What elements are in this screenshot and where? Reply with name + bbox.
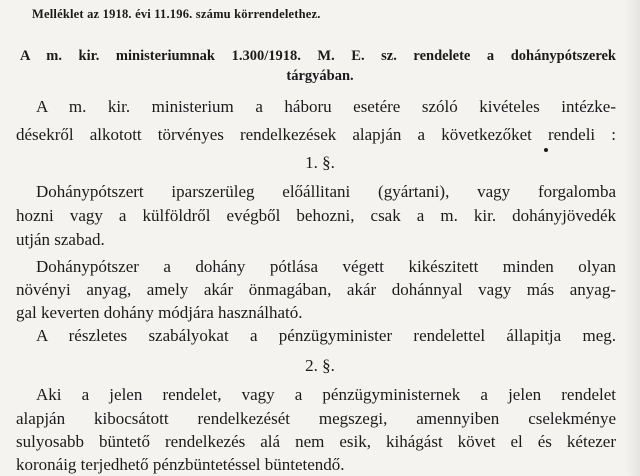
section-2-para-1-line-1: Aki a jelen rendelet, vagy a pénzügyministernek a jelen rendelet (36, 385, 616, 404)
attachment-note: Melléklet az 1918. évi 11.196. számu körrendelethez. (32, 7, 321, 21)
section-1-para-1-line-2: hozni vagy a külföldről evégből behozni, csak a m. kir. dohányjövedék (16, 206, 616, 225)
section-1-heading: 1. §. (305, 153, 335, 172)
section-2-heading: 2. §. (305, 356, 335, 375)
intro-line-2: désekről alkotott törvényes rendelkezések alapján a következőket rendeli : (16, 125, 616, 144)
section-1-para-2-line-2: növényi anyag, amely akár önmagában, akár dohánnyal vagy más anyag- (16, 280, 616, 299)
section-1-para-1-line-3: utján szabad. (16, 230, 105, 249)
decree-title-line-1: A m. kir. ministeriumnak 1.300/1918. M. E. sz. rendelete a dohánypótszerek (20, 48, 616, 64)
section-1-para-2-line-3: gal keverten dohány módjára használható. (16, 303, 303, 322)
scan-edge-shadow (626, 0, 640, 476)
section-2-para-1-line-2: alapján kibocsátott rendelkezését megszegi, amennyiben cselekménye (16, 409, 616, 428)
section-1-para-1-line-1: Dohánypótszert iparszerüleg előállitani (gyártani), vagy forgalomba (36, 182, 616, 201)
section-2-para-1-line-3: sulyosabb büntető rendelkezés alá nem esik, kihágást követ el és kétezer (16, 432, 616, 451)
section-2-para-1-line-4: koronáig terjedhető pénzbüntetéssel büntetendő. (16, 455, 345, 474)
section-1-para-3-line-1: A részletes szabályokat a pénzügyminister rendelettel állapitja meg. (36, 326, 616, 345)
decree-title-line-2: tárgyában. (286, 68, 354, 84)
section-1-para-2-line-1: Dohánypótszer a dohány pótlása végett kikészitett minden olyan (36, 257, 616, 276)
ink-speck (544, 148, 548, 152)
intro-line-1: A m. kir. ministerium a háboru esetére szóló kivételes intézke- (36, 97, 616, 116)
